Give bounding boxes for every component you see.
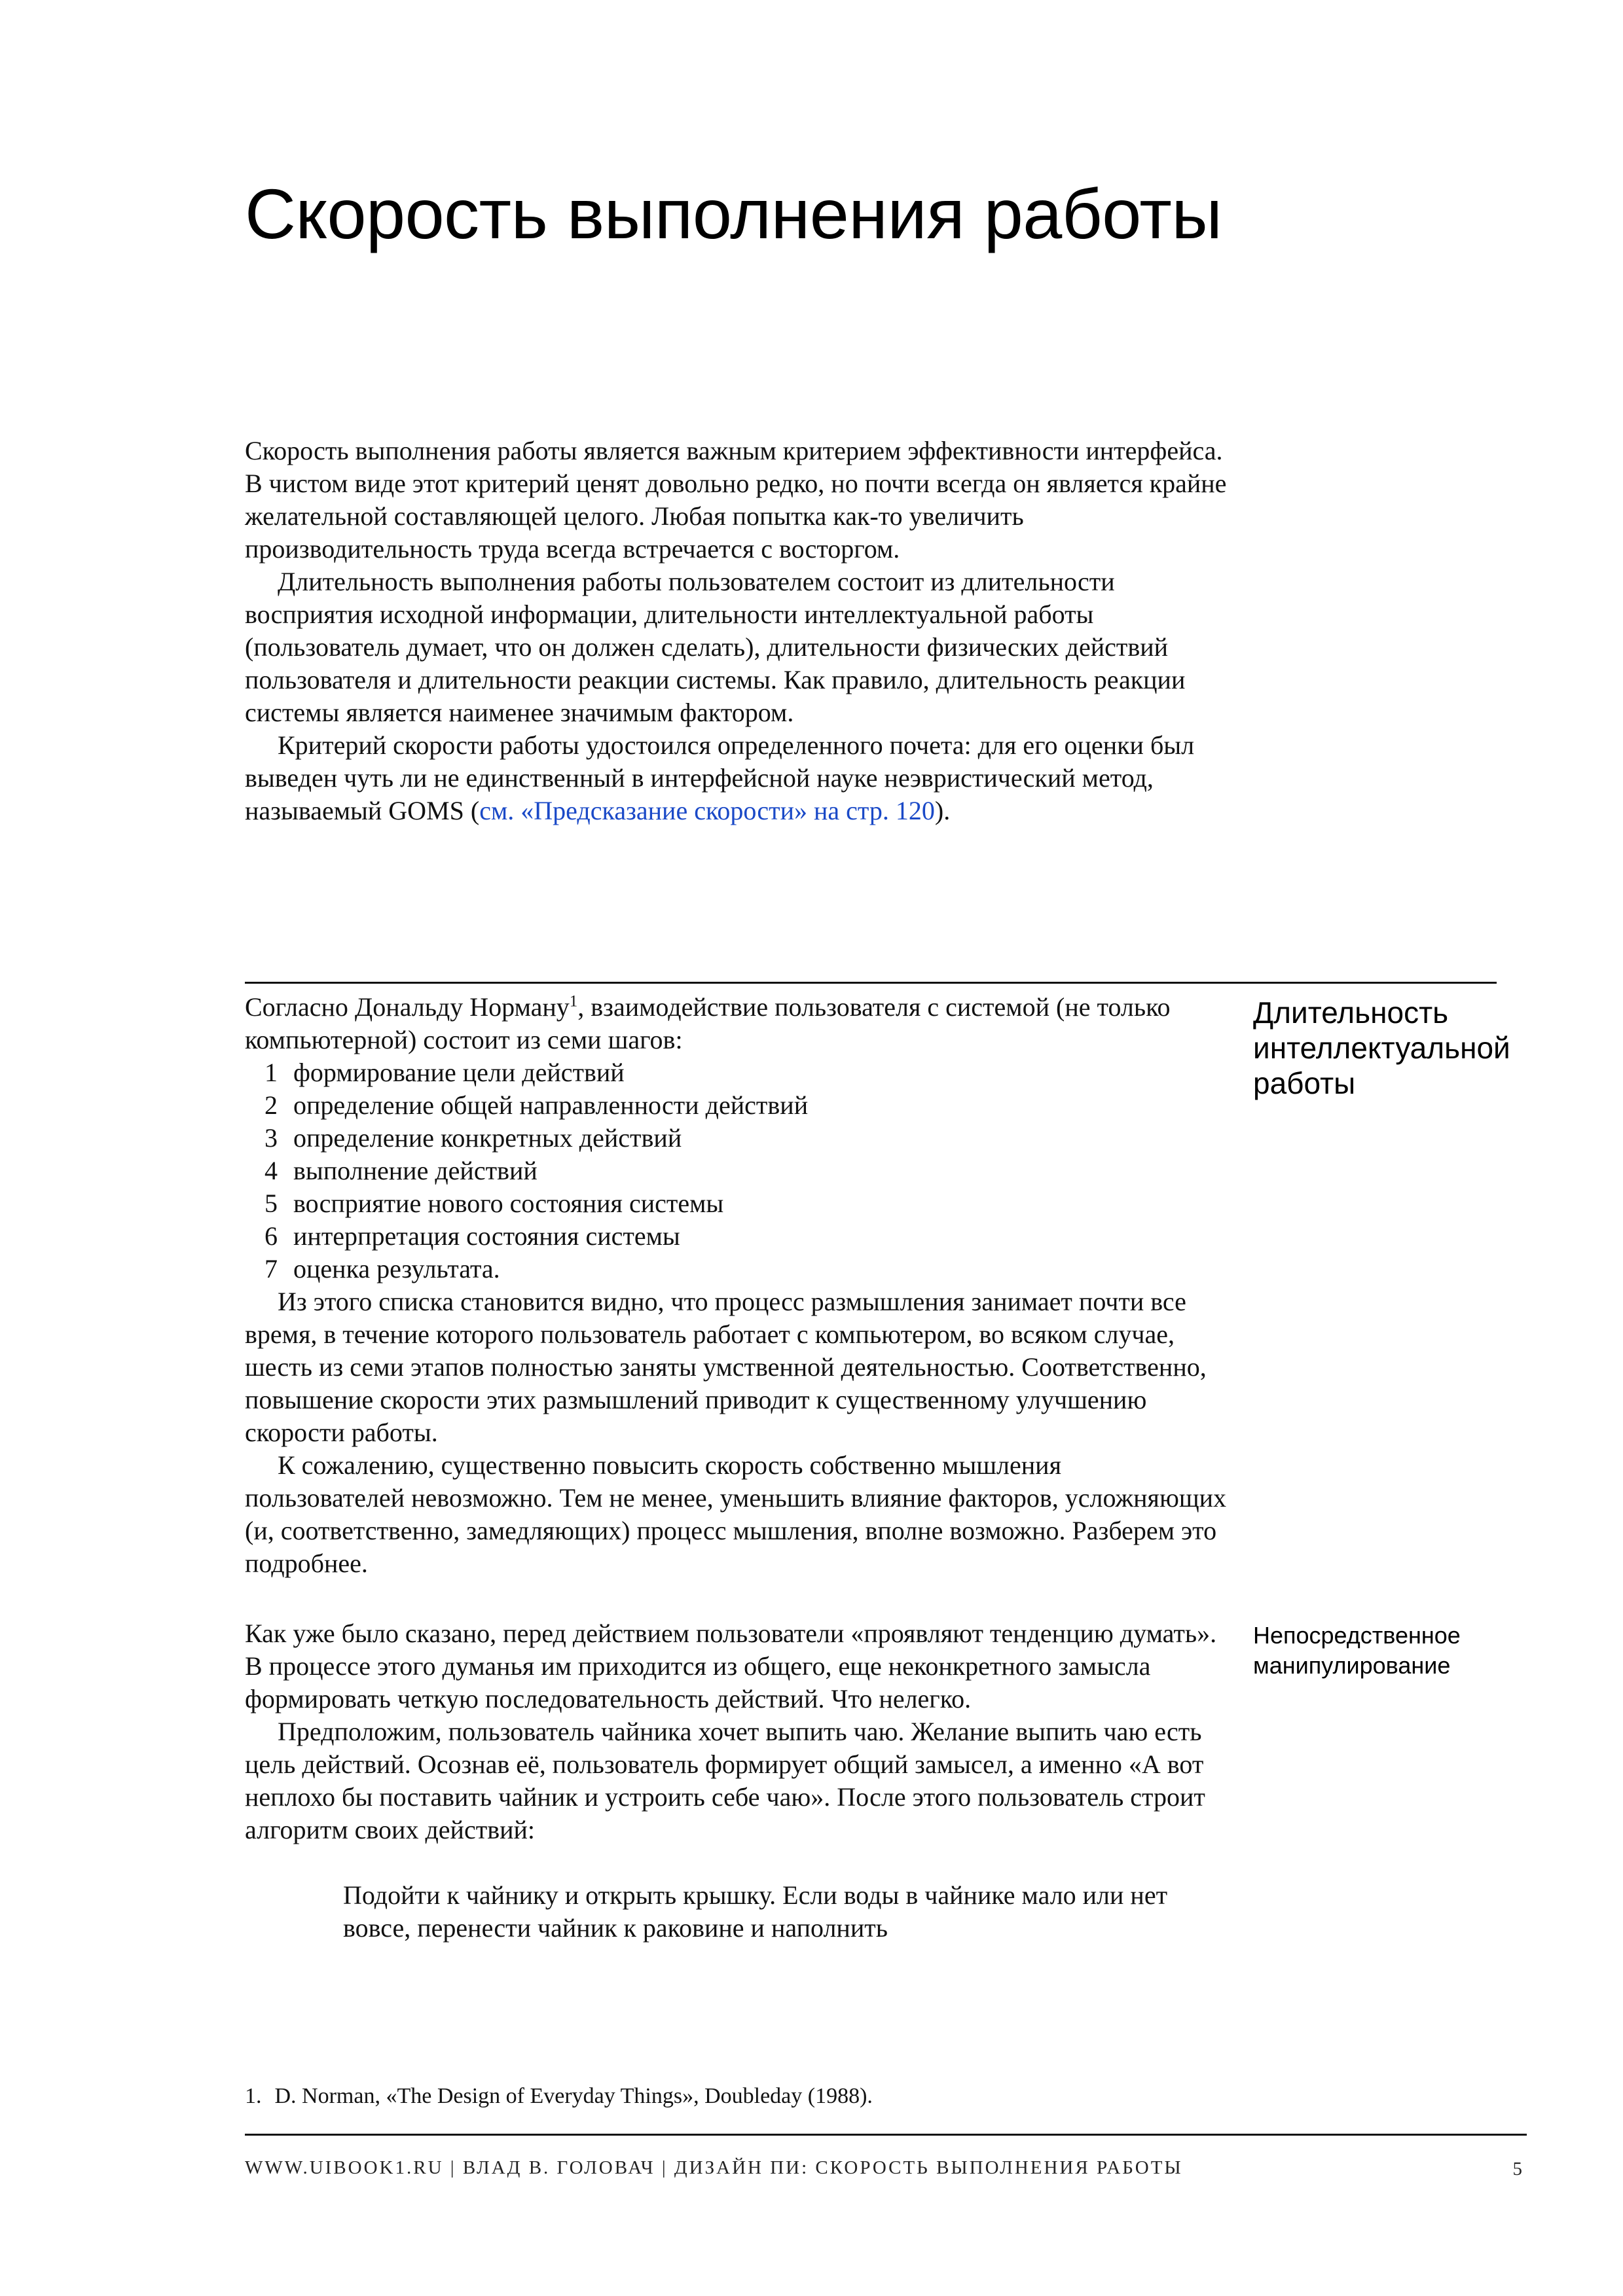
section-direct-manipulation	[245, 1617, 1227, 1945]
list-item-text: выполнение действий	[293, 1156, 538, 1185]
list-item-number: 5	[264, 1189, 278, 1218]
list-item-number: 2	[264, 1090, 278, 1120]
intro-paragraph-3	[245, 729, 1227, 827]
list-item	[245, 1220, 1227, 1253]
intro-paragraph-3-end: ).	[934, 796, 951, 825]
list-item-text: интерпретация состояния системы	[293, 1221, 680, 1251]
norman-lead: Согласно Дональду Норману	[245, 992, 570, 1022]
footnote-marker[interactable]: 1	[569, 992, 578, 1011]
intro-section	[245, 435, 1227, 827]
section-intellectual-work	[245, 991, 1227, 1580]
list-item	[245, 1122, 1227, 1155]
list-item-number: 1	[264, 1058, 278, 1087]
intro-paragraph-2: Длительность выполнения работы пользователем состоит из длительности восприятия исходной информации, длительности интеллектуальной работы (пользователь думает, что он должен сделать), длительности физических действий пользователя и длительности реакции системы. Как правило, длительность реакции системы является наименее значимым фактором.	[245, 567, 1186, 727]
list-item-text: определение конкретных действий	[293, 1123, 682, 1153]
list-item	[245, 1253, 1227, 1285]
norman-lead-rest: , взаимодействие пользователя с системой (не только компьютерной) состоит из семи шагов:	[245, 992, 1171, 1054]
list-item-text: определение общей направленности действий	[293, 1090, 809, 1120]
sidenote-direct-manipulation: Непосредственное манипулирование	[1253, 1622, 1461, 1679]
list-item	[245, 1089, 1227, 1122]
list-item-number: 7	[264, 1254, 278, 1283]
thinking-paragraph: Из этого списка становится видно, что процесс размышления занимает почти все время, в течение которого пользователь работает с компьютером, во всяком случае, шесть из семи этапов полностью заняты умственной деятельностью. Соответственно, повышение скорости этих размышлений приводит к существенному улучшению скорости работы.	[245, 1287, 1207, 1447]
page-number: 5	[1512, 2159, 1522, 2179]
sidenote-intellectual-work: Длительность интеллектуальной работы	[1253, 996, 1510, 1100]
steps-list	[245, 1056, 1227, 1285]
footnote-text: D. Norman, «The Design of Everyday Things», Doubleday (1988).	[274, 2084, 873, 2108]
list-item	[245, 1187, 1227, 1220]
list-item-text: оценка результата.	[293, 1254, 500, 1283]
running-footer: WWW.UIBOOK1.RU | ВЛАД В. ГОЛОВАЧ | ДИЗАЙН ПИ: СКОРОСТЬ ВЫПОЛНЕНИЯ РАБОТЫ	[245, 2157, 1183, 2178]
norman-paragraph	[245, 991, 1227, 1056]
thinking-speed-paragraph: К сожалению, существенно повысить скорость собственно мышления пользователей невозможно. Тем не менее, уменьшить влияние факторов, усложняющих (и, соответственно, замедляющих) процесс мышления, вполне возможно. Разберем это подробнее.	[245, 1450, 1227, 1578]
goms-cross-reference-link[interactable]: см. «Предсказание скорости» на стр. 120	[479, 796, 935, 825]
page-title: Скорость выполнения работы	[245, 174, 1222, 253]
list-item	[245, 1056, 1227, 1089]
list-item-text: восприятие нового состояния системы	[293, 1189, 724, 1218]
spacer	[245, 1846, 1227, 1879]
footnote	[245, 2084, 1292, 2109]
tendency-paragraph: Как уже было сказано, перед действием пользователи «проявляют тенденцию думать». В процессе этого думанья им приходится из общего, еще неконкретного замысла формировать четкую последовательность действий. Что нелегко.	[245, 1619, 1217, 1713]
section-divider	[245, 982, 1497, 984]
footnote-number: 1.	[245, 2084, 262, 2108]
algorithm-quote: Подойти к чайнику и открыть крышку. Если воды в чайнике мало или нет вовсе, перенести чайник к раковине и наполнить	[343, 1880, 1168, 1943]
list-item-number: 6	[264, 1221, 278, 1251]
intro-paragraph-3-text: Критерий скорости работы удостоился определенного почета: для его оценки был выведен чуть ли не единственный в интерфейсной науке неэвристический метод, называемый GOMS (	[245, 730, 1195, 825]
list-item-number: 4	[264, 1156, 278, 1185]
teapot-paragraph: Предположим, пользователь чайника хочет выпить чаю. Желание выпить чаю есть цель действий. Осознав её, пользователь формирует общий замысел, а именно «А вот неплохо бы поставить чайник и устроить себе чаю». После этого пользователь строит алгоритм своих действий:	[245, 1717, 1205, 1844]
list-item-number: 3	[264, 1123, 278, 1153]
list-item	[245, 1155, 1227, 1187]
intro-paragraph-1: Скорость выполнения работы является важным критерием эффективности интерфейса. В чистом виде этот критерий ценят довольно редко, но почти всегда он является крайне желательной составляющей целого. Любая попытка как-то увеличить производительность труда всегда встречается с восторгом.	[245, 436, 1227, 564]
list-item-text: формирование цели действий	[293, 1058, 625, 1087]
footer-divider	[245, 2134, 1527, 2136]
